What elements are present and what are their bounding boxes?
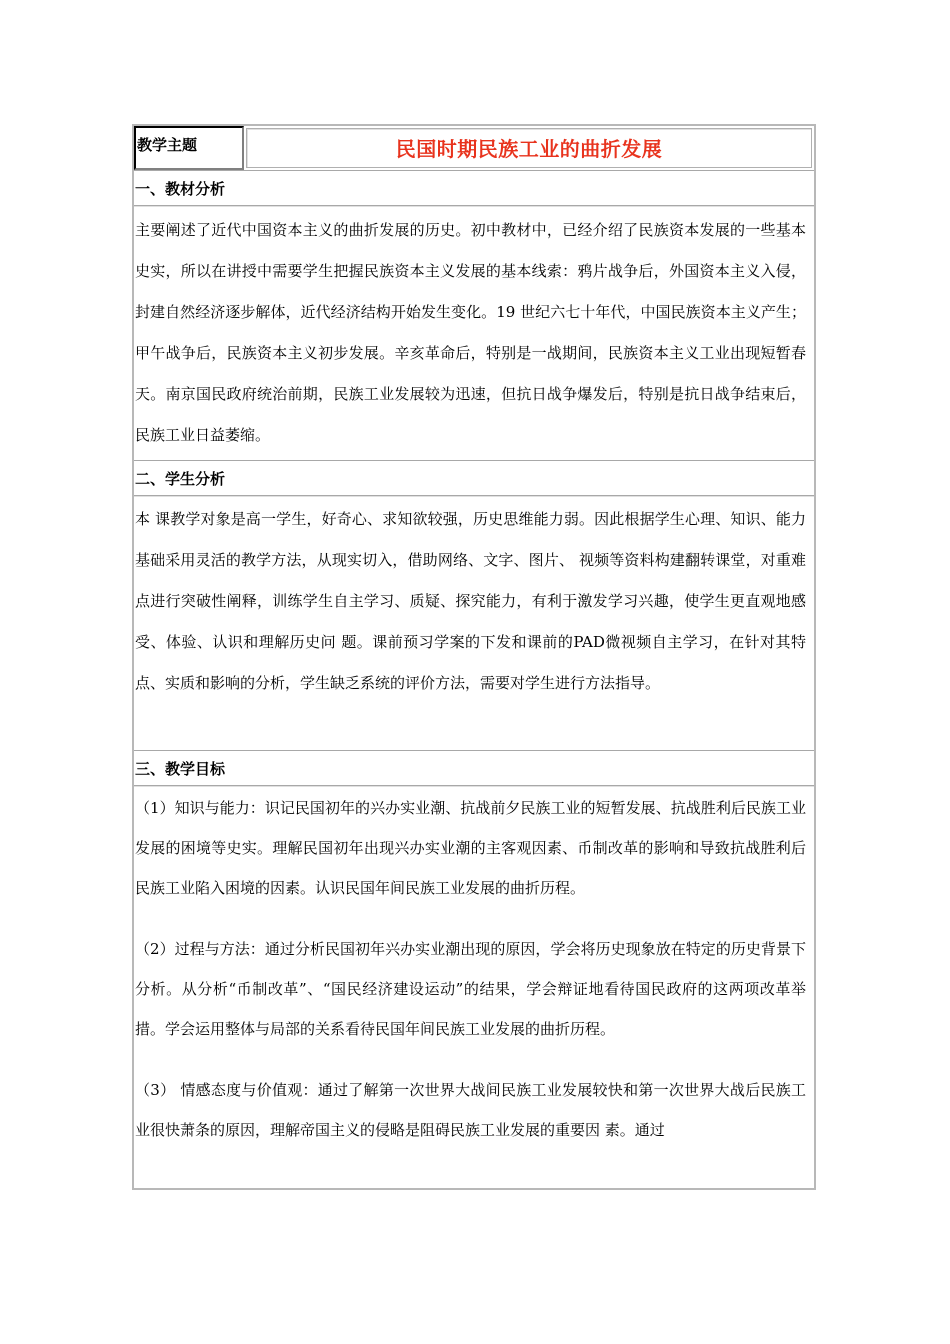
section-heading-student-analysis [134, 460, 814, 496]
section-body-student-analysis [134, 499, 814, 751]
section-heading-text: 一、教材分析 [135, 180, 226, 198]
topic-title: 民国时期民族工业的曲折发展 [246, 128, 812, 168]
section-body-textbook-analysis [134, 210, 814, 462]
section-heading-text: 二、学生分析 [135, 470, 226, 488]
paragraph: 本 课教学对象是高一学生，好奇心、求知欲较强，历史思维能力弱。因此根据学生心理、知识、能力基础采用灵活的教学方法，从现实切入，借助网络、文字、图片、 视频等资料构建翻转课堂，对重难点进行突破性阐释，训练学生自主学习、质疑、探究能力，有利于激发学习兴趣，使学生更直观地感受、体验、认识和理解历史问 题。课前预习学案的下发和课前的PAD微视频自主学习，在针对其特点、实质和影响的分析，学生缺乏系统的评价方法，需要对学生进行方法指导。 [135, 510, 806, 692]
paragraph: 主要阐述了近代中国资本主义的曲折发展的历史。初中教材中，已经介绍了民族资本发展的一些基本史实，所以在讲授中需要学生把握民族资本主义发展的基本线索：鸦片战争后，外国资本主义入侵，封建自然经济逐步解体，近代经济结构开始发生变化。19 世纪六七十年代，中国民族资本主义产生；甲午战争后，民族资本主义初步发展。辛亥革命后，特别是一战期间，民族资本主义工业出现短暂春天。南京国民政府统治前期，民族工业发展较为迅速，但抗日战争爆发后，特别是抗日战争结束后，民族工业日益萎缩。 [135, 221, 806, 444]
section-heading-teaching-goals [134, 750, 814, 786]
topic-label: 教学主题 [134, 126, 244, 170]
section-heading-textbook-analysis [134, 170, 814, 206]
goal-process-method: （2）过程与方法：通过分析民国初年兴办实业潮出现的原因，学会将历史现象放在特定的历史背景下分析。从分析“币制改革”、“国民经济建设运动”的结果，学会辩证地看待国民政府的这两项改革举措。学会运用整体与局部的关系看待民国年间民族工业发展的曲折历程。 [135, 940, 806, 1038]
goal-knowledge-ability: （1）知识与能力：识记民国初年的兴办实业潮、抗战前夕民族工业的短暂发展、抗战胜利后民族工业发展的困境等史实。理解民国初年出现兴办实业潮的主客观因素、币制改革的影响和导致抗战胜利后民族工业陷入困境的因素。认识民国年间民族工业发展的曲折历程。 [135, 799, 806, 897]
topic-row [134, 126, 814, 170]
lesson-plan-table [132, 124, 816, 1190]
section-heading-text: 三、教学目标 [135, 760, 226, 778]
section-body-teaching-goals [134, 788, 814, 1190]
goal-emotion-values: （3） 情感态度与价值观：通过了解第一次世界大战间民族工业发展较快和第一次世界大战后民族工业很快萧条的原因，理解帝国主义的侵略是阻碍民族工业发展的重要因 素。通过 [135, 1081, 806, 1139]
